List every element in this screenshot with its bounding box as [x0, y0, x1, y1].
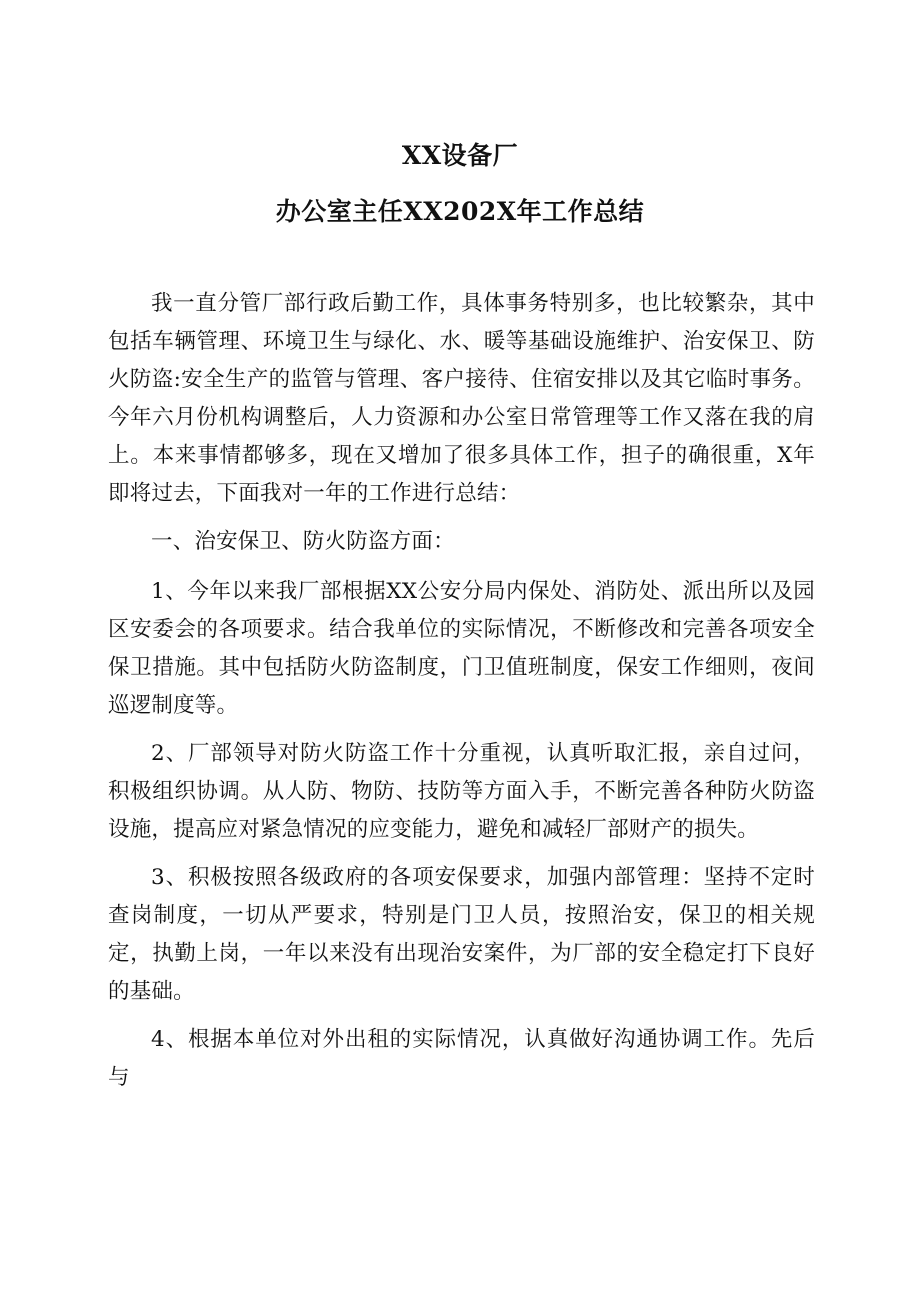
- document-title-report: 办公室主任XX202X年工作总结: [275, 197, 645, 226]
- item-paragraph-3: 3、积极按照各级政府的各项安保要求，加强内部管理：坚持不定时查岗制度，一切从严要求，特别是门卫人员，按照治安，保卫的相关规定，执勤上岗，一年以来没有出现治安案件，为厂部的安全稳定打下良好的基础。: [108, 865, 815, 1004]
- item-paragraph-4: 4、根据本单位对外出租的实际情况，认真做好沟通协调工作。先后与: [108, 1027, 815, 1090]
- section-heading-security: 一、治安保卫、防火防盗方面：: [151, 529, 455, 554]
- document-title-company: XX设备厂: [401, 141, 519, 170]
- item-paragraph-1: 1、今年以来我厂部根据XX公安分局内保处、消防处、派出所以及园区安委会的各项要求。结合我单位的实际情况，不断修改和完善各项安全保卫措施。其中包括防火防盗制度，门卫值班制度，保安工作细则，夜间巡逻制度等。: [108, 579, 815, 718]
- intro-paragraph: 我一直分管厂部行政后勤工作，具体事务特别多，也比较繁杂，其中包括车辆管理、环境卫生与绿化、水、暖等基础设施维护、治安保卫、防火防盗:安全生产的监管与管理、客户接待、住宿安排以及其它临时事务。今年六月份机构调整后，人力资源和办公室日常管理等工作又落在我的肩上。本来事情都够多，现在又增加了很多具体工作，担子的确很重，X年即将过去，下面我对一年的工作进行总结：: [108, 291, 815, 506]
- item-paragraph-2: 2、厂部领导对防火防盗工作十分重视，认真听取汇报，亲自过问，积极组织协调。从人防、物防、技防等方面入手，不断完善各种防火防盗设施，提高应对紧急情况的应变能力，避免和减轻厂部财产的损失。: [108, 741, 815, 842]
- document-body: [108, 285, 815, 1107]
